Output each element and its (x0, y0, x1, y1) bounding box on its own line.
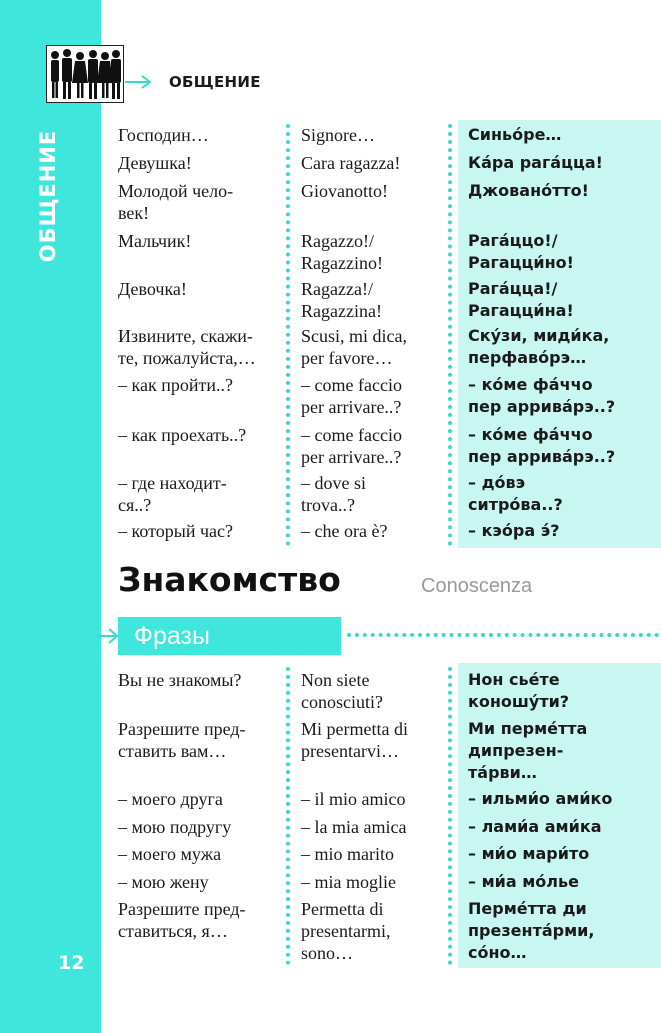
section-title: Знакомство (118, 560, 341, 599)
phrase-it: – come faccio per arrivare..? (301, 375, 402, 417)
phrase-ru: Разрешите пред- ставить вам… (118, 719, 246, 761)
phrase-it: Ragazza!/ Ragazzina! (301, 279, 382, 321)
phrase-transliteration: – ко́ме фа́ччо пер арривáрэ..? (468, 425, 616, 466)
phrase-transliteration: Перме́тта ди презента́рми, со́но… (468, 899, 595, 962)
phrase-it: – la mia amica (301, 817, 407, 837)
section-subtitle: Conoscenza (421, 575, 533, 597)
arrow-right-icon (125, 74, 153, 90)
phrase-ru: – как пройти..? (118, 375, 233, 395)
phrase-ru: – моего мужа (118, 844, 222, 864)
phrase-ru: – где находит- ся..? (118, 473, 227, 515)
phrase-ru: Извините, скажи- те, пожалуйста,… (118, 326, 256, 368)
phrase-transliteration: Ми перме́тта дипрезен- та́рви… (468, 719, 588, 782)
phrase-it: Permetta di presentarmi, sono… (301, 899, 391, 963)
phrase-it: Giovanotto! (301, 181, 388, 201)
phrase-ru: Девочка! (118, 279, 187, 299)
phrase-it: – mio marito (301, 844, 394, 864)
phrase-transliteration: – кэо́ра э́? (468, 521, 560, 540)
phrase-ru: Молодой чело- век! (118, 181, 234, 223)
phrase-it: – dove si trova..? (301, 473, 366, 515)
phrase-it: Scusi, mi dica, per favore… (301, 326, 407, 368)
phrase-it: Non siete conosciuti? (301, 670, 383, 712)
phrase-ru: Господин… (118, 125, 209, 145)
people-group-icon (47, 46, 123, 102)
phrase-ru: – как проехать..? (118, 425, 247, 445)
phrase-it: Mi permetta di presentarvi… (301, 719, 408, 761)
phrase-transliteration: Рага́цца!/ Рагацци́на! (468, 279, 574, 320)
phrase-transliteration: Синьо́ре… (468, 125, 562, 144)
arrow-right-icon (97, 627, 119, 645)
phrase-transliteration: – ми́о мари́то (468, 844, 590, 863)
phrase-ru: Разрешите пред- ставиться, я… (118, 899, 246, 941)
phrase-transliteration: – ко́ме фа́ччо пер арривáрэ..? (468, 375, 616, 416)
phrase-it: Cara ragazza! (301, 153, 401, 173)
vertical-chapter-title: ОБЩЕНИЕ (36, 129, 60, 263)
phrase-it: – il mio amico (301, 789, 406, 809)
phrase-ru: – мою подругу (118, 817, 232, 837)
page-number: 12 (58, 952, 85, 974)
header-title: ОБЩЕНИЕ (169, 73, 261, 91)
phrase-ru: Мальчик! (118, 231, 192, 251)
phrase-ru: – который час? (118, 521, 233, 541)
phrase-ru: – моего друга (118, 789, 223, 809)
phrase-transliteration: Джовано́тто! (468, 181, 589, 200)
dotted-separator (347, 633, 659, 637)
phrase-it: – che ora è? (301, 521, 388, 541)
sidebar (0, 0, 101, 1033)
phrase-transliteration: – ми́а мо́лье (468, 872, 579, 891)
header-illustration (46, 45, 124, 103)
phrase-it: Ragazzo!/ Ragazzino! (301, 231, 383, 273)
phrase-it: Signore… (301, 125, 375, 145)
phrase-it: – come faccio per arrivare..? (301, 425, 402, 467)
dotted-separator (286, 667, 290, 965)
phrase-transliteration: – ильми́о ами́ко (468, 789, 613, 808)
phrase-transliteration: Рага́ццо!/ Рагацци́но! (468, 231, 574, 272)
phrase-transliteration: Нон сьéте коношу́ти? (468, 670, 570, 711)
phrases-tab: Фразы (118, 617, 341, 655)
phrase-ru: – мою жену (118, 872, 209, 892)
dotted-separator (448, 667, 452, 965)
phrase-ru: Вы не знакомы? (118, 670, 242, 690)
phrase-transliteration: Ка́ра рага́цца! (468, 153, 603, 172)
dotted-separator (286, 124, 290, 546)
phrase-transliteration: – лами́а ами́ка (468, 817, 602, 836)
dotted-separator (448, 124, 452, 546)
phrase-transliteration: Ску́зи, миди́ка, перфаво́рэ… (468, 326, 610, 367)
phrase-transliteration: – до́вэ ситро́ва..? (468, 473, 563, 514)
phrase-ru: Девушка! (118, 153, 192, 173)
phrase-it: – mia moglie (301, 872, 396, 892)
